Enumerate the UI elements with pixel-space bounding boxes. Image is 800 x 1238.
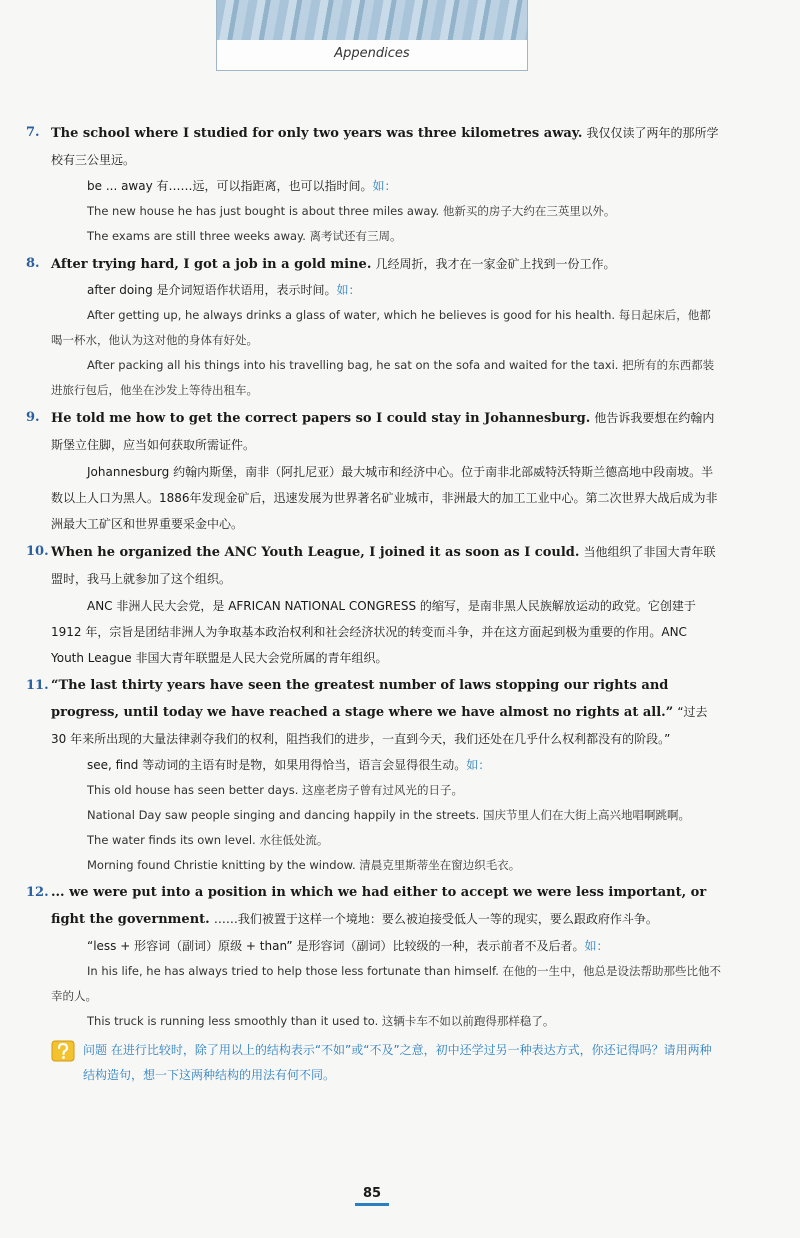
example-marker: 如： [336,283,361,297]
example-sentence: The new house he has just bought is about three miles away. 他新买的房子大约在三英里以外。 [87,204,616,218]
item-translation: 他告诉我要想在约翰内斯堡立住脚，应当如何获取所需证件。 [51,411,715,452]
item-translation: “过去 30 年来所出现的大量法律剥夺我们的权利，阻挡我们的进步，一直到今天，我们还处在几乎什么权利都没有的阶段。” [51,705,708,746]
example-sentence: After packing all his things into his travelling bag, he sat on the sofa and waited for the taxi. 把所有的东西都装进旅行包后，他坐在沙发上等待出租车。 [51,358,715,397]
item-note: be ... away 有……远，可以指距离，也可以指时间。 [87,179,373,193]
note-item-7 [26,120,722,249]
item-note: see, find 等动词的主语有时是物，如果用得恰当，语言会显得很生动。 [87,758,467,772]
section-title: Appendices [334,46,410,61]
note-item-10 [26,539,722,671]
example-marker: 如： [584,939,609,953]
note-item-8 [26,251,722,403]
example-sentence: In his life, he has always tried to help those less fortunate than himself. 在他的一生中，他总是设法帮助那些比他不幸的人。 [51,964,722,1003]
item-sentence: When he organized the ANC Youth League, I joined it as soon as I could. [51,545,580,560]
item-number: 7. [26,125,40,140]
example-sentence: National Day saw people singing and dancing happily in the streets. 国庆节里人们在大街上高兴地唱啊跳啊。 [87,808,690,822]
example-marker: 如： [372,179,397,193]
note-item-9 [26,405,722,537]
header-tab [216,0,528,71]
example-sentence: Morning found Christie knitting by the window. 清晨克里斯蒂坐在窗边织毛衣。 [87,858,521,872]
explanation-paragraph: Johannesburg 约翰内斯堡，南非（阿扎尼亚）最大城市和经济中心。位于南非北部威特沃特斯兰德高地中段南坡。半数以上人口为黑人。1886年发现金矿后，迅速发展为世界著名矿业城市，非洲最大的加工工业中心。第二次世界大战后成为非洲最大工矿区和世界重要采金中心。 [51,465,718,531]
item-note: “less + 形容词（副词）原级 + than” 是形容词（副词）比较级的一种，表示前者不及后者。 [87,939,585,953]
question-mark-icon [51,1040,75,1062]
note-item-12 [26,880,722,1088]
item-translation: 几经周折，我才在一家金矿上找到一份工作。 [375,257,616,271]
page-number: 85 [355,1186,389,1206]
item-sentence: After trying hard, I got a job in a gold mine. [51,257,372,272]
item-sentence: He told me how to get the correct papers so I could stay in Johannesburg. [51,411,591,426]
example-sentence: This old house has seen better days. 这座老房子曾有过风光的日子。 [87,783,464,797]
item-sentence: The school where I studied for only two years was three kilometres away. [51,126,583,141]
item-translation: ……我们被置于这样一个境地：要么被迫接受低人一等的现实，要么跟政府作斗争。 [213,912,658,926]
question-text: 问题 在进行比较时，除了用以上的结构表示“不如”或“不及”之意，初中还学过另一种表达方式，你还记得吗？请用两种结构造句，想一下这两种结构的用法有何不同。 [83,1043,712,1082]
header-decoration [217,0,527,40]
item-translation: 当他组织了非国大青年联盟时，我马上就参加了这个组织。 [51,545,716,586]
item-number: 8. [26,256,40,271]
example-sentence: The exams are still three weeks away. 离考试还有三周。 [87,229,402,243]
content [26,120,722,1090]
item-number: 10. [26,544,49,559]
example-sentence: This truck is running less smoothly than it used to. 这辆卡车不如以前跑得那样稳了。 [87,1014,555,1028]
item-number: 9. [26,410,40,425]
note-item-11 [26,673,722,878]
example-sentence: After getting up, he always drinks a glass of water, which he believes is good for his health. 每日起床后，他都喝一杯水，他认为这对他的身体有好处。 [51,308,711,347]
explanation-paragraph: ANC 非洲人民大会党，是 AFRICAN NATIONAL CONGRESS 的缩写，是南非黑人民族解放运动的政党。它创建于 1912 年，宗旨是团结非洲人为争取基本政治权利和社会经济状况的转变而斗争，并在这方面起到极为重要的作用。ANC Youth League 非国大青年联盟是人民大会党所属的青年组织。 [51,599,696,665]
item-translation: 我仅仅读了两年的那所学校有三公里远。 [51,126,719,167]
example-marker: 如： [466,758,491,772]
item-number: 12. [26,885,49,900]
item-note: after doing 是介词短语作状语用，表示时间。 [87,283,337,297]
item-number: 11. [26,678,49,693]
example-sentence: The water finds its own level. 水往低处流。 [87,833,329,847]
question-box [51,1038,722,1088]
item-sentence: “The last thirty years have seen the greatest number of laws stopping our rights and progress, until today we have reached a stage where we have almost no rights at all.” [51,678,674,720]
item-sentence: ... we were put into a position in which we had either to accept we were less important, or fight the government. [51,885,707,927]
